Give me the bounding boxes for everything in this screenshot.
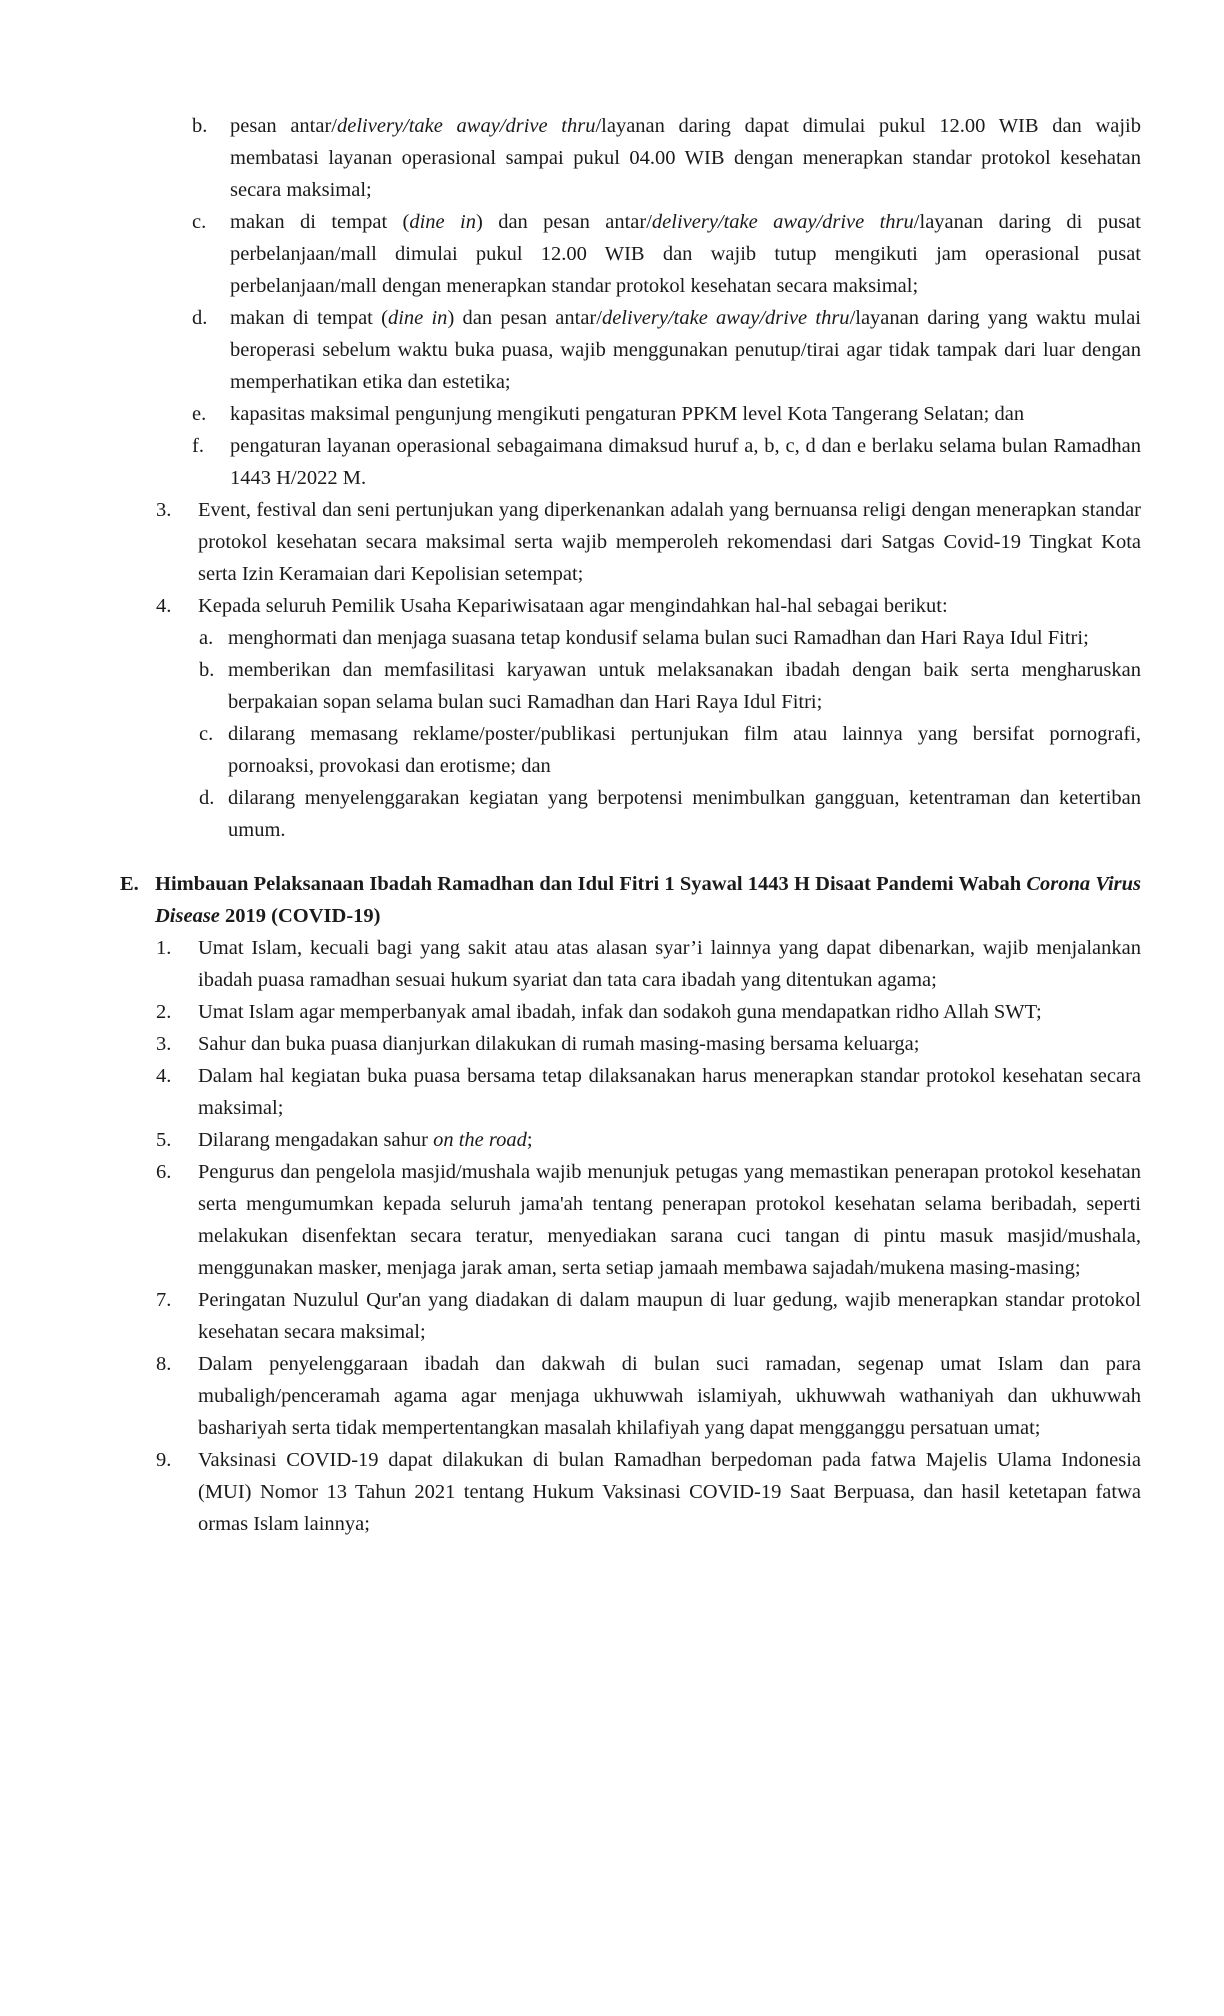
list-marker: 7. [156,1289,172,1311]
section-title: Himbauan Pelaksanaan Ibadah Ramadhan dan Idul Fitri 1 Syawal 1443 H Disaat Pandemi Wabah [155,873,1027,895]
list-marker: c. [192,211,207,233]
item-text-italic: delivery/take away/drive thru [651,211,914,233]
list-marker: 3. [156,1033,172,1055]
list-marker: 9. [156,1449,172,1471]
list-item [156,590,1141,622]
item-text: Vaksinasi COVID-19 dapat dilakukan di bulan Ramadhan berpedoman pada fatwa Majelis Ulama Indonesia (MUI) Nomor 13 Tahun 2021 tentang Hukum Vaksinasi COVID-19 Saat Berpuasa, dan hasil ketetapan fatwa ormas Islam lainnya; [198,1449,1141,1535]
list-item [156,1156,1141,1284]
list-item [156,1348,1141,1444]
list-item [199,718,1141,782]
item-text: Umat Islam, kecuali bagi yang sakit atau atas alasan syar’i lainnya yang dapat dibenarkan, wajib menjalankan ibadah puasa ramadhan sesuai hukum syariat dan tata cara ibadah yang ditentukan agama; [198,937,1141,991]
item-text: ; [526,1129,533,1151]
item-text-italic: delivery/take away/drive thru [601,307,850,329]
list-item [192,430,1141,494]
item-text: /layanan daring di pusat perbelanjaan/mall dimulai pukul 12.00 WIB dan wajib tutup mengikuti jam operasional pusat perbelanjaan/mall dengan menerapkan standar protokol kesehatan secara maksimal; [230,211,1141,297]
list-marker: d. [192,307,208,329]
list-item [156,1060,1141,1124]
item-text-italic: on the road [433,1129,527,1151]
item-text: pesan antar/ [230,115,338,137]
list-item [199,622,1141,654]
list-marker: 4. [156,1065,172,1087]
list-marker: b. [192,115,208,137]
item-text: Pengurus dan pengelola masjid/mushala wajib menunjuk petugas yang memastikan penerapan protokol kesehatan serta mengumumkan kepada seluruh jama'ah tentang penerapan protokol kesehatan selama beribadah, seperti melakukan disenfektan secara teratur, menyediakan sarana cuci tangan di pintu masuk masjid/mushala, menggunakan masker, menjaga jarak aman, serta setiap jamaah membawa sajadah/mukena masing-masing; [198,1161,1141,1279]
item-text: /layanan daring yang waktu mulai beroperasi sebelum waktu buka puasa, wajib menggunakan penutup/tirai agar tidak tampak dari luar dengan memperhatikan etika dan estetika; [230,307,1141,393]
list-item [156,1444,1141,1540]
list-item [199,654,1141,718]
list-item [156,996,1141,1028]
list-item [156,1028,1141,1060]
list-marker: 1. [156,937,172,959]
item-text: Dilarang mengadakan sahur [198,1129,434,1151]
item-text: Peringatan Nuzulul Qur'an yang diadakan di dalam maupun di luar gedung, wajib menerapkan standar protokol kesehatan secara maksimal; [198,1289,1141,1343]
list-marker: c. [199,723,214,745]
list-marker: b. [199,659,215,681]
list-item [192,110,1142,206]
list-marker: 6. [156,1161,172,1183]
list-marker: d. [199,787,215,809]
page-content [0,110,1224,1540]
item-text: ) dan pesan antar/ [475,211,652,233]
item-text: kapasitas maksimal pengunjung mengikuti pengaturan PPKM level Kota Tangerang Selatan; dan [230,403,1025,425]
list-item [156,932,1141,996]
list-marker: 5. [156,1129,172,1151]
item-text: Event, festival dan seni pertunjukan yang diperkenankan adalah yang bernuansa religi dengan menerapkan standar protokol kesehatan secara maksimal serta wajib memperoleh rekomendasi dari Satgas Covid-19 Tingkat Kota serta Izin Keramaian dari Kepolisian setempat; [198,499,1141,585]
list-marker: 8. [156,1353,172,1375]
list-marker: a. [199,627,214,649]
item-text: ) dan pesan antar/ [447,307,602,329]
item-text: /layanan daring dapat dimulai pukul 12.00 WIB dan wajib membatasi layanan operasional sampai pukul 04.00 WIB dengan menerapkan standar protokol kesehatan secara maksimal; [230,115,1142,201]
item-text-italic: dine in [387,307,448,329]
item-text: makan di tempat ( [230,211,410,233]
item-text: Dalam penyelenggaraan ibadah dan dakwah di bulan suci ramadan, segenap umat Islam dan para mubaligh/penceramah agama agar menjaga ukhuwwah islamiyah, ukhuwwah wathaniyah dan ukhuwwah bashariyah serta tidak mempertentangkan masalah khilafiyah yang dapat mengganggu persatuan umat; [198,1353,1141,1439]
item-text: Kepada seluruh Pemilik Usaha Kepariwisataan agar mengindahkan hal-hal sebagai berikut: [198,595,948,617]
section-marker: E. [120,873,139,895]
section-title-italic: Corona Virus Disease [155,873,1141,927]
list-marker: e. [192,403,207,425]
list-item [192,398,1141,430]
list-item [192,206,1141,302]
list-item [156,1124,1141,1156]
section-title: 2019 (COVID-19) [219,905,381,927]
item-text: pengaturan layanan operasional sebagaimana dimaksud huruf a, b, c, d dan e berlaku selama bulan Ramadhan 1443 H/2022 M. [230,435,1141,489]
item-text: Dalam hal kegiatan buka puasa bersama tetap dilaksanakan harus menerapkan standar protokol kesehatan secara maksimal; [198,1065,1141,1119]
item-text: memberikan dan memfasilitasi karyawan untuk melaksanakan ibadah dengan baik serta mengharuskan berpakaian sopan selama bulan suci Ramadhan dan Hari Raya Idul Fitri; [228,659,1141,713]
list-marker: 3. [156,499,172,521]
section-heading [120,868,1141,932]
list-item [156,494,1141,590]
list-marker: 4. [156,595,172,617]
item-text: dilarang menyelenggarakan kegiatan yang berpotensi menimbulkan gangguan, ketentraman dan ketertiban umum. [228,787,1141,841]
item-text: dilarang memasang reklame/poster/publikasi pertunjukan film atau lainnya yang bersifat pornografi, pornoaksi, provokasi dan erotisme; dan [228,723,1141,777]
item-text-italic: dine in [409,211,476,233]
item-text: menghormati dan menjaga suasana tetap kondusif selama bulan suci Ramadhan dan Hari Raya Idul Fitri; [228,627,1089,649]
item-text-italic: delivery/take away/drive thru [337,115,596,137]
item-text: Sahur dan buka puasa dianjurkan dilakukan di rumah masing-masing bersama keluarga; [198,1033,920,1055]
item-text: makan di tempat ( [230,307,388,329]
list-marker: 2. [156,1001,172,1023]
item-text: Umat Islam agar memperbanyak amal ibadah, infak dan sodakoh guna mendapatkan ridho Allah SWT; [198,1001,1042,1023]
list-marker: f. [192,435,204,457]
list-item [199,782,1141,846]
list-item [156,1284,1141,1348]
list-item [192,302,1141,398]
